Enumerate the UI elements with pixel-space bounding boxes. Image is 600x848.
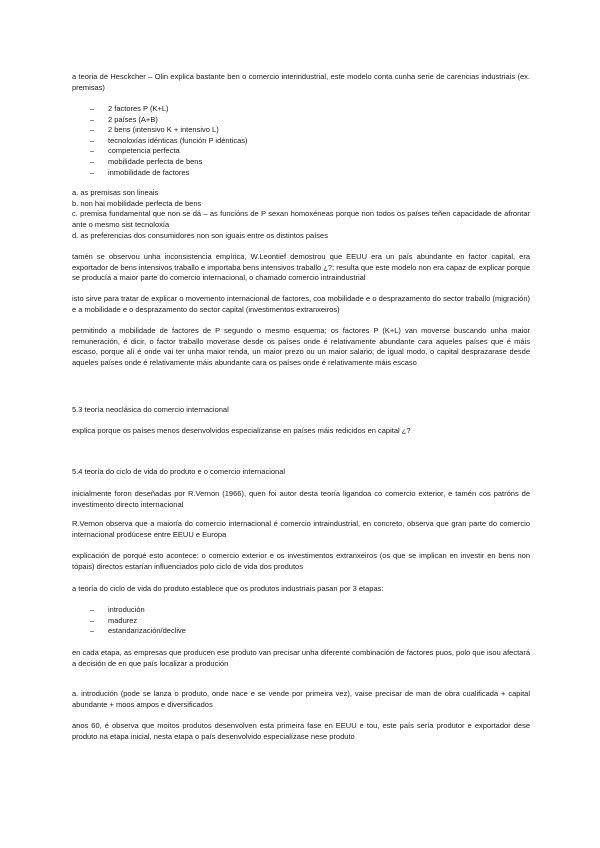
criticism-b: b. non hai mobilidade perfecta de bens: [72, 199, 202, 208]
criticism-a: a. as premisas son lineais: [72, 188, 159, 197]
paragraph-factor-mobility: permitindo a mobilidade de factores de P segundo o mesmo esquema; os factores P (K+L) van moverse buscando unha maior remuneración, é dicir, o factor traballo moverase desde os países onde é relativamente abundante cara aqueles países que é máis escaso, porque alí é onde vai ter unha maior renda, un maior prezo ou un maior salario; de igual modo, o capital desprazarase desde aqueles países onde é relativamente máis abundante cara os países onde é relativamente máis escaso: [72, 326, 530, 367]
paragraph-heckscher-ohlin: a teoria de Hesckcher – Olin explica bastante ben o comercio interindustrial, este modelo conta cunha serie de carencias industriais (ex. premisas): [72, 72, 530, 92]
paragraph-each-stage: en cada etapa, as empresas que producen ese produto van precisar unha diferente combinación de factores puos, polo que isou afectará a decisión de en que país localizar a produción: [72, 648, 530, 668]
premises-list: [72, 104, 530, 178]
list-item: – madurez: [72, 616, 530, 627]
list-item: – tecnoloxías idénticas (función P idénticas): [72, 136, 530, 147]
stages-list: [72, 605, 530, 637]
criticism-d: d. as preferencias dos consumidores non son iguais entre os distintos países: [72, 231, 328, 240]
list-item: – 2 factores P (K+L): [72, 104, 530, 115]
paragraph-factor-movement: isto sirve para tratar de explicar o movemento internacional de factores, coa mobilidade e o desprazamento do sector traballo (migración) e a mobilidade e o desprazamento do sector capital (investimentos extranxeiros): [72, 294, 530, 314]
list-item: – inmobilidade de factores: [72, 168, 530, 179]
paragraph-leontief: tamén se observou unha inconsistencia empírica, W.Leontief demostrou que EEUU era un país abundante en factor capital, era exportador de bens intensivos traballo e importaba bens intensivos traballo ¿?; resulta que este modelo non era capaz de explicar porque se producía a maior parte do comercio internacional, o chamado comercio intraindustrial: [72, 252, 530, 283]
list-item: – mobilidade perfecta de bens: [72, 157, 530, 168]
paragraph-vernon-observation: R.Vernon observa que a maioría do comercio internacional é comercio intraindustrial, en concreto, observa que gran parte do comercio internacional prodúcese entre EEUU e Europa: [72, 519, 530, 539]
list-item: – estandarización/declive: [72, 626, 530, 637]
paragraph-sixties: anos 60, é observa que moitos produtos desenvolven esta primeira fase en EEUU e tou, este país sería produtor e exportador dese produto na etapa inicial, nesta etapa o país desenvolvido especialízase nese produto: [72, 721, 530, 741]
paragraph-explanation: explicación de porqué esto acontece: o comercio exterior e os investimentos extranxeiros (os que se implican en investir en bens non tópais) directos estarían influenciados polo ciclo de vida dos produtos: [72, 551, 530, 571]
list-item: – competencia perfecta: [72, 146, 530, 157]
paragraph-introduction-stage: a. introdución (pode se lanza o produto, onde nace e se vende por primeira vez), vaise precisar de man de obra cualificada + capital abundante + moos ampos e diversificados: [72, 689, 530, 709]
list-item: – introdución: [72, 605, 530, 616]
section-heading-5-4: 5.4 teoría do ciclo de vida do produto e o comercio internacional: [72, 467, 286, 476]
paragraph-vernon-origin: inicialmente foron deseñadas por R.Vernon (1966), quen foi autor desta teoría ligandoa co comercio exterior, e tamén cos patróns de investimento directo internacional: [72, 489, 530, 509]
list-item: – 2 países (A+B): [72, 115, 530, 126]
paragraph-neoclassical: explica porque os países menos desenvolvidos especialízanse en países máis redicidos en capital ¿?: [72, 426, 411, 435]
criticism-c: c. premisa fundamental que non se dá – as funcións de P sexan homoxéneas porque non todos os países teñen capacidade de afrontar ante o mesmo sist tecnoloxía: [72, 209, 530, 229]
list-item: – 2 bens (intensivo K + intensivo L): [72, 125, 530, 136]
paragraph-stages-intro: a teoría do ciclo de vida do produto establece que os produtos industriais pasan por 3 etapas:: [72, 584, 384, 593]
section-heading-5-3: 5.3 teoría neoclásica do comercio internacional: [72, 405, 229, 414]
